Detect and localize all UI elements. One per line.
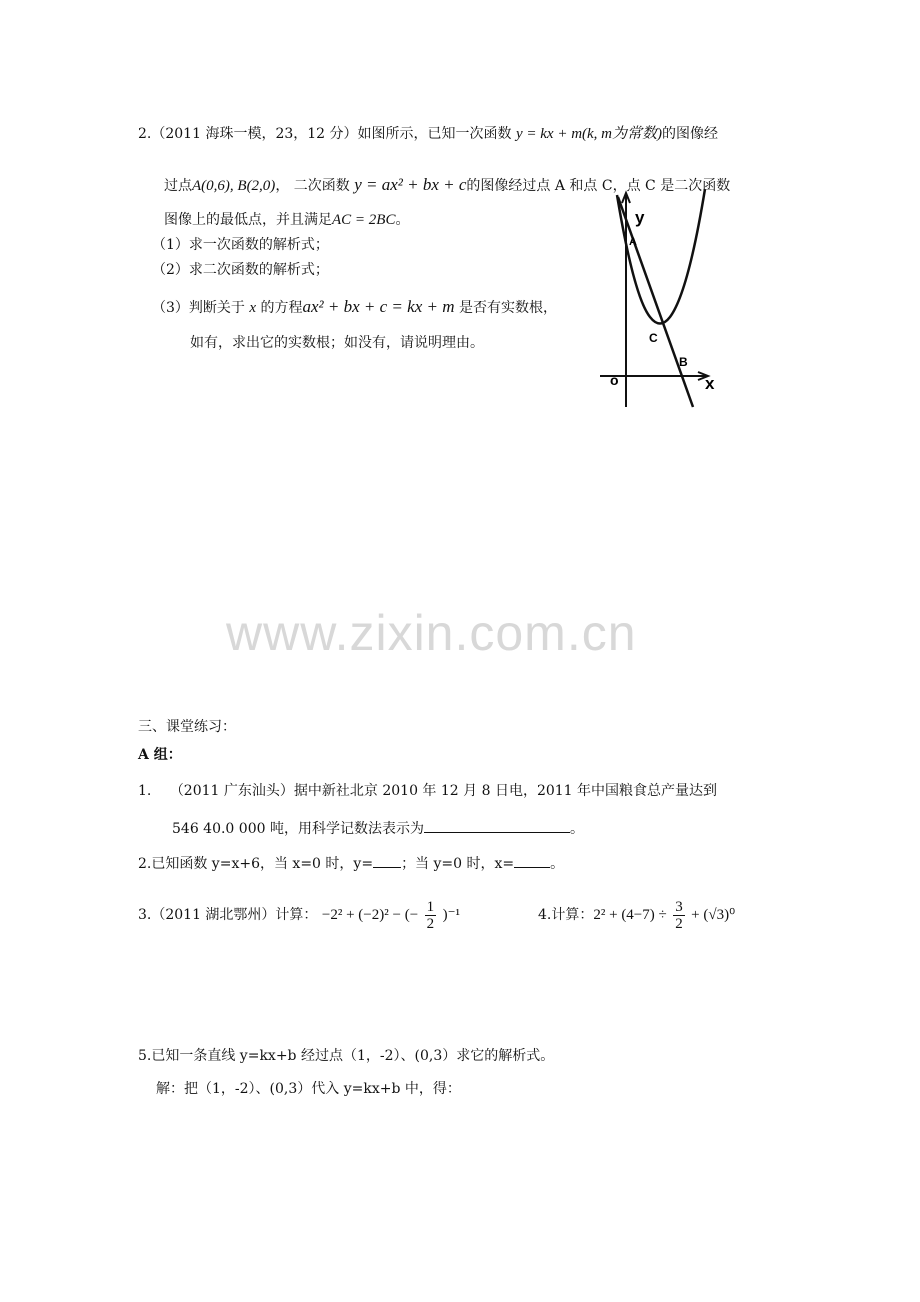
exercise-1-end: 。: [569, 821, 584, 837]
line2-prefix: 过点: [164, 178, 192, 194]
q3-prefix: （3）判断关于: [152, 300, 245, 316]
answer-blank-y[interactable]: [373, 853, 401, 868]
watermark: www.zixin.com.cn: [226, 605, 637, 661]
problem2-intro: 如图所示，已知一次函数: [357, 126, 512, 142]
q3-mid: 的方程: [260, 300, 303, 316]
exercise-5: 5.已知一条直线 y=kx+b 经过点（1，-2）、(0,3）求它的解析式。: [138, 1048, 555, 1064]
line3-end: 。: [395, 212, 410, 228]
question-3: [152, 297, 557, 318]
fraction-denominator: 2: [426, 915, 435, 932]
exercise-1-text: （2011 广东汕头）据中新社北京 2010 年 12 月 8 日电，2011 年中国粮食总产量达到: [169, 783, 718, 799]
exercise-4-fraction: [673, 899, 685, 932]
question-3-line2: 如有，求出它的实数根；如没有，请说明理由。: [190, 335, 484, 351]
q3-variable: x: [249, 300, 257, 316]
exercise-1-number: 1.: [138, 783, 152, 799]
problem2-line1: [138, 124, 718, 144]
section3-heading: 三、课堂练习：: [138, 719, 236, 735]
exercise-3-prefix: 3.（2011 湖北鄂州）计算：: [138, 907, 318, 923]
exercise-4-expr-a: 2² + (4−7) ÷: [593, 907, 667, 923]
group-a-heading: A 组：: [138, 747, 182, 763]
fraction-numerator: 3: [675, 898, 683, 915]
line2-end: 的图像经过点 A 和点 C，点 C 是二次函数: [466, 178, 731, 194]
exercise-3-expr-b: )⁻¹: [442, 907, 460, 923]
fraction-numerator: 1: [426, 898, 435, 915]
label-b: B: [679, 355, 688, 369]
quadratic-equation: y = ax² + bx + c: [354, 175, 467, 194]
problem2-number: 2.: [138, 126, 152, 142]
label-x: x: [705, 374, 715, 393]
q3-equation: ax² + bx + c = kx + m: [302, 297, 455, 316]
exercise-2-end: 。: [550, 856, 565, 872]
question-1: （1）求一次函数的解析式；: [152, 237, 329, 253]
line3-prefix: 图像上的最低点，并且满足: [164, 212, 332, 228]
exercise-4-prefix: 4.计算：: [538, 907, 594, 923]
exercise-2-prefix: 2.已知函数 y=x+6，当 x=0 时，y=: [138, 856, 374, 872]
line2-mid: ， 二次函数: [275, 178, 350, 194]
exercise-3-expr-a: −2² + (−2)² − (−: [321, 907, 419, 923]
q3-end: 是否有实数根，: [458, 300, 557, 316]
exercise-4-expr-b: + (√3)⁰: [691, 907, 736, 923]
exercise-2: [138, 853, 564, 874]
answer-blank-x[interactable]: [514, 853, 550, 868]
label-a: A: [629, 236, 637, 248]
exercise-5-solution: 解：把（1，-2）、(0,3）代入 y=kx+b 中，得：: [156, 1081, 461, 1097]
exercise-3-fraction: [425, 899, 437, 932]
exercise-1-line2: [172, 818, 584, 839]
problem2-intro-end: 的图像经: [662, 126, 719, 142]
given-points: A(0,6), B(2,0): [192, 178, 276, 194]
exercise-1: [138, 781, 717, 801]
answer-blank-1[interactable]: [424, 818, 570, 833]
linear-equation: y = kx + m(k, m为常数): [515, 126, 663, 142]
label-y: y: [635, 208, 645, 227]
label-c: C: [649, 331, 658, 345]
label-o: o: [610, 372, 619, 388]
fraction-denominator: 2: [675, 915, 683, 932]
exercise-2-mid: ；当 y=0 时，x=: [401, 856, 515, 872]
exercise-1-line2-text: 546 40.0 000 吨，用科学记数法表示为: [172, 821, 424, 837]
question-2: （2）求二次函数的解析式；: [152, 262, 329, 278]
function-graph-figure: [590, 185, 740, 415]
problem2-source: （2011 海珠一模，23，12 分）: [151, 126, 358, 142]
condition-equation: AC = 2BC: [332, 212, 396, 228]
exercise-4: [538, 897, 735, 933]
parabola-curve: [617, 189, 705, 324]
problem2-line3: [164, 210, 409, 230]
exercise-3: [138, 897, 460, 933]
